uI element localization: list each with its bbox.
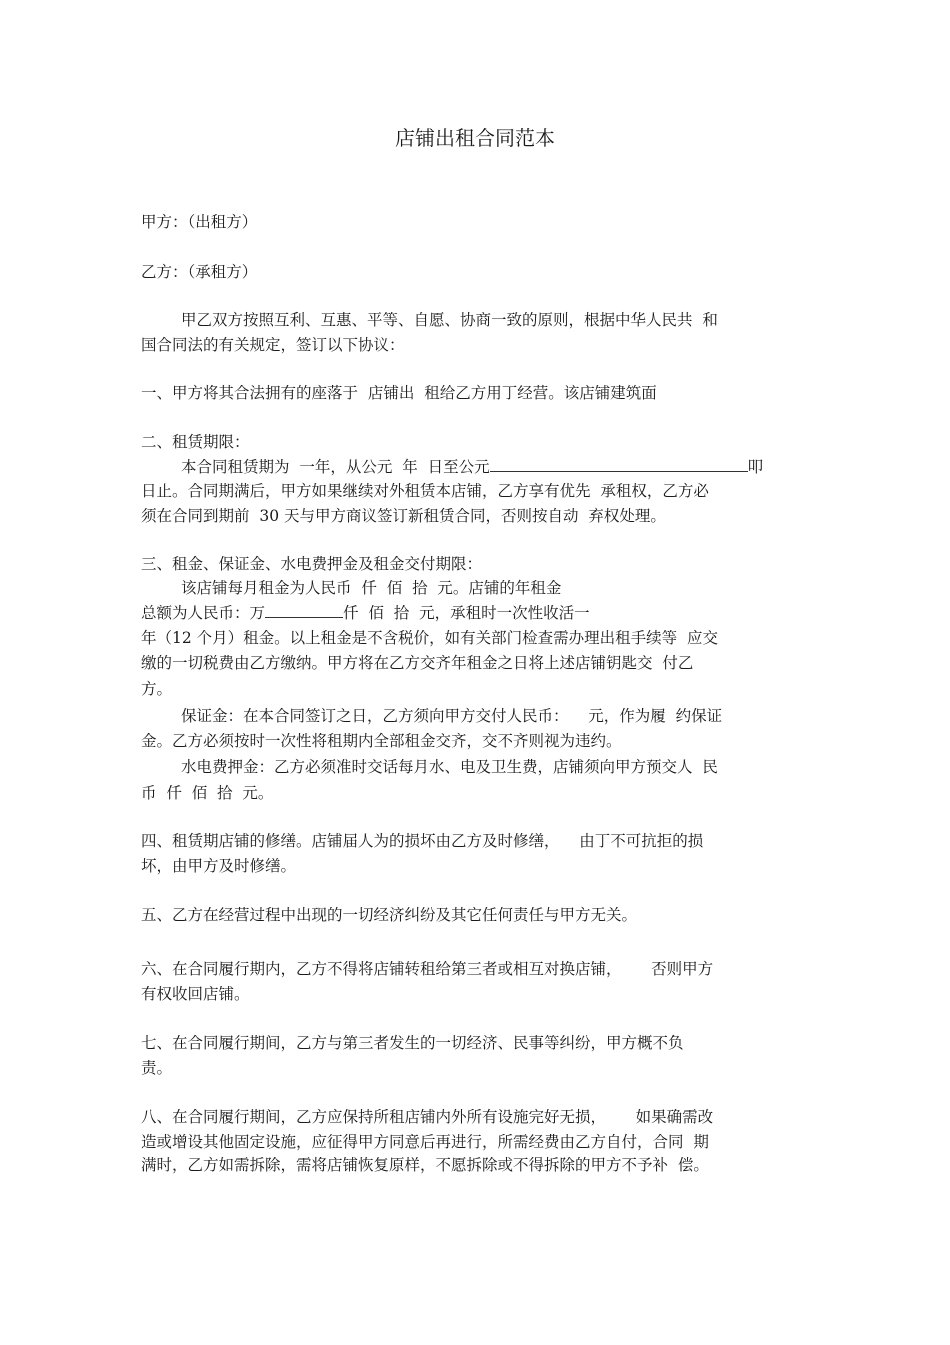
amount-blank [265,603,343,618]
clause-3-line-1: 该店铺每月租金为人民币 仟 佰 拾 元。店铺的年租金 [181,579,562,597]
clause-3-line-3: 年（12 个月）租金。以上租金是不含税价，如有关部门检查需办理出租手续等 应交 [141,629,719,647]
clause-8-line-3: 满时，乙方如需拆除，需将店铺恢复原样，不愿拆除或不得拆除的甲方不予补 偿。 [141,1156,709,1174]
clause-2-heading: 二、租赁期限： [141,433,250,451]
clause-2-line-1-text: 本合同租赁期为 一年，从公元 年 日至公元 [181,458,490,476]
clause-6-line-1: 六、在合同履行期内，乙方不得将店铺转租给第三者或相互对换店铺， 否则甲方 [141,960,714,978]
clause-2-line-3: 须在合同到期前 30 天与甲方商议签订新租赁合同，否则按自动 弃权处理。 [141,507,666,525]
clause-7-line-2: 责。 [141,1059,173,1077]
clause-3-line-2-tail: 仟 佰 拾 元，承租时一次性收活一 [343,604,590,622]
clause-4-line-2: 坏，由甲方及时修缮。 [141,857,297,875]
clause-8-line-2: 造或增设其他固定设施，应征得甲方同意后再进行，所需经费由乙方自付，合同 期 [141,1133,709,1151]
clause-3-heading: 三、租金、保证金、水电费押金及租金交付期限： [141,555,483,573]
clause-5: 五、乙方在经营过程中出现的一切经济纠纷及其它任何责任与甲方无关。 [141,906,638,924]
date-blank [490,457,748,472]
clause-2-line-2: 日止。合同期满后，甲方如果继续对外租赁本店铺，乙方享有优先 承租权，乙方必 [141,482,709,500]
clause-8-line-1: 八、在合同履行期间，乙方应保持所租店铺内外所有设施完好无损， 如果确需改 [141,1108,714,1126]
party-b-line: 乙方：（承租方） [141,263,258,281]
deposit-line-2: 金。乙方必须按时一次性将租期内全部租金交齐，交不齐则视为违约。 [141,732,622,750]
utility-line-1: 水电费押金：乙方必须准时交话每月水、电及卫生费，店铺须向甲方预交人 民 [181,758,718,776]
deposit-line-1: 保证金：在本合同签订之日，乙方须向甲方交付人民币： 元，作为履 约保证 [181,707,723,725]
document-title: 店铺出租合同范本 [395,126,555,150]
clause-3-line-5: 方。 [141,680,173,698]
clause-1: 一、甲方将其合法拥有的座落于 店铺出 租给乙方用丁经营。该店铺建筑面 [141,384,657,402]
party-a-line: 甲方：（出租方） [141,213,258,231]
utility-line-2: 币 仟 佰 拾 元。 [141,784,274,802]
clause-2-line-1-tail: 叩 [747,458,764,476]
clause-3-line-2 [141,603,590,623]
clause-3-line-4: 缴的一切税费由乙方缴纳。甲方将在乙方交齐年租金之日将上述店铺钥匙交 付乙 [141,654,694,672]
clause-6-line-2: 有权收回店铺。 [141,985,250,1003]
preamble-line-1: 甲乙双方按照互利、互惠、平等、自愿、协商一致的原则，根据中华人民共 和 [181,311,718,329]
clause-4-line-1: 四、租赁期店铺的修缮。店铺届人为的损坏由乙方及时修缮， 由丁不可抗拒的损 [141,832,704,850]
clause-7-line-1: 七、在合同履行期间，乙方与第三者发生的一切经济、民事等纠纷，甲方概不负 [141,1034,684,1052]
clause-2-line-1 [181,457,763,477]
preamble-line-2: 国合同法的有关规定，签订以下协议： [141,336,405,354]
clause-3-line-2-text: 总额为人民币：万 [141,604,266,622]
